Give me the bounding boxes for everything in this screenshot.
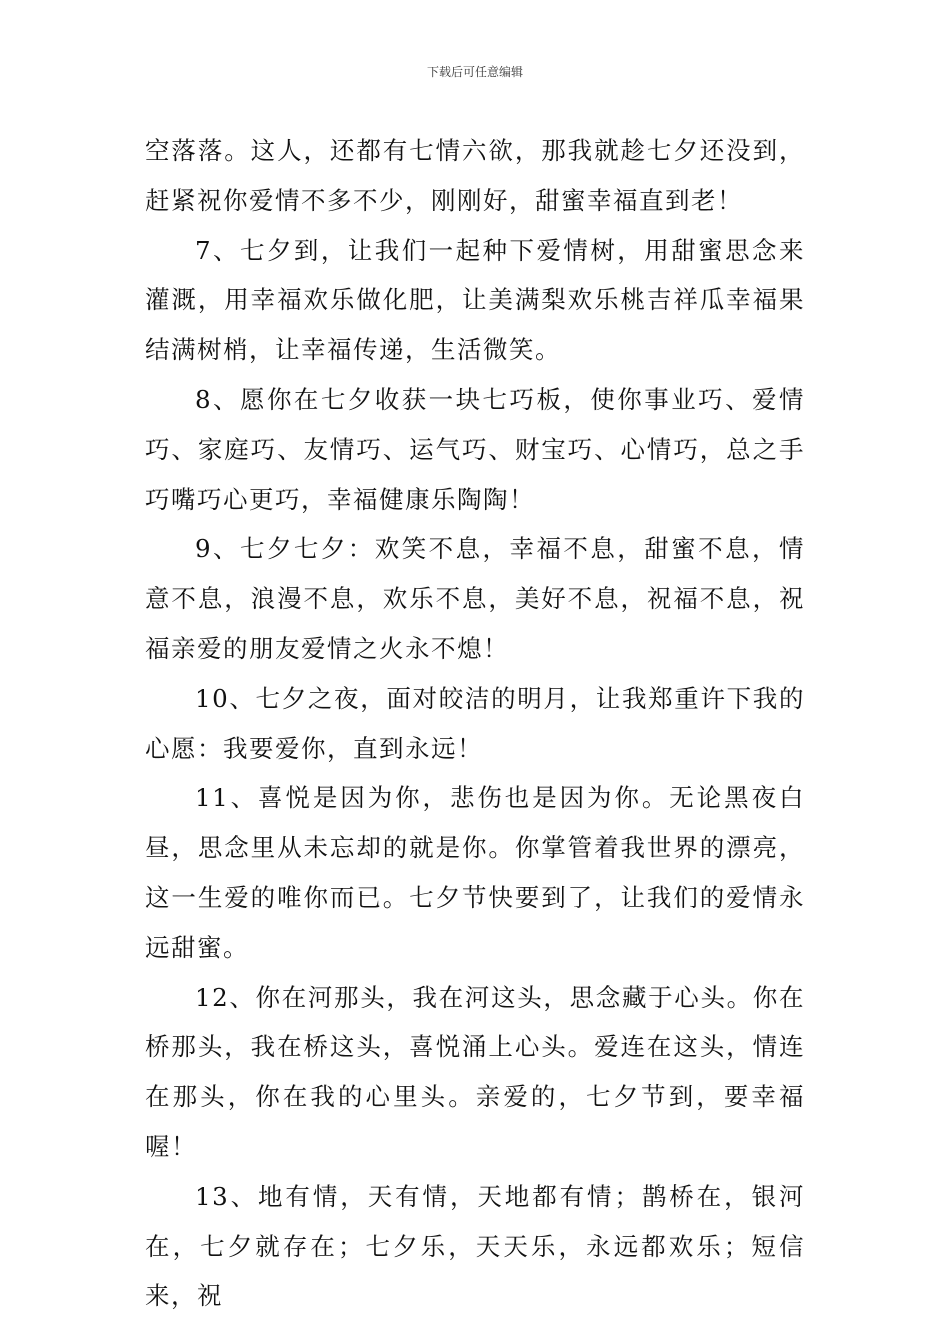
header-note: 下载后可任意编辑 — [426, 65, 523, 79]
paragraph: 10、七夕之夜，面对皎洁的明月，让我郑重许下我的心愿：我要爱你，直到永远！ — [145, 683, 805, 763]
paragraph: 13、地有情，天有情，天地都有情；鹊桥在，银河在，七夕就存在；七夕乐，天天乐，永远都欢乐；短信来，祝 — [145, 1181, 805, 1311]
paragraph: 空落落。这人，还都有七情六欲，那我就趁七夕还没到，赶紧祝你爱情不多不少，刚刚好，甜蜜幸福直到老！ — [145, 136, 805, 215]
document-body — [145, 126, 805, 1321]
paragraph: 8、愿你在七夕收获一块七巧板，使你事业巧、爱情巧、家庭巧、友情巧、运气巧、财宝巧、心情巧，总之手巧嘴巧心更巧，幸福健康乐陶陶！ — [145, 384, 805, 514]
paragraph: 7、七夕到，让我们一起种下爱情树，用甜蜜思念来灌溉，用幸福欢乐做化肥，让美满梨欢乐桃吉祥瓜幸福果结满树梢，让幸福传递，生活微笑。 — [145, 235, 805, 365]
paragraph: 9、七夕七夕：欢笑不息，幸福不息，甜蜜不息，情意不息，浪漫不息，欢乐不息，美好不息，祝福不息，祝福亲爱的朋友爱情之火永不熄！ — [145, 534, 805, 663]
paragraph: 11、喜悦是因为你，悲伤也是因为你。无论黑夜白昼，思念里从未忘却的就是你。你掌管着我世界的漂亮，这一生爱的唯你而已。七夕节快要到了，让我们的爱情永远甜蜜。 — [145, 783, 805, 962]
paragraph: 12、你在河那头，我在河这头，思念藏于心头。你在桥那头，我在桥这头，喜悦涌上心头。爱连在这头，情连在那头，你在我的心里头。亲爱的，七夕节到，要幸福喔！ — [145, 982, 805, 1161]
